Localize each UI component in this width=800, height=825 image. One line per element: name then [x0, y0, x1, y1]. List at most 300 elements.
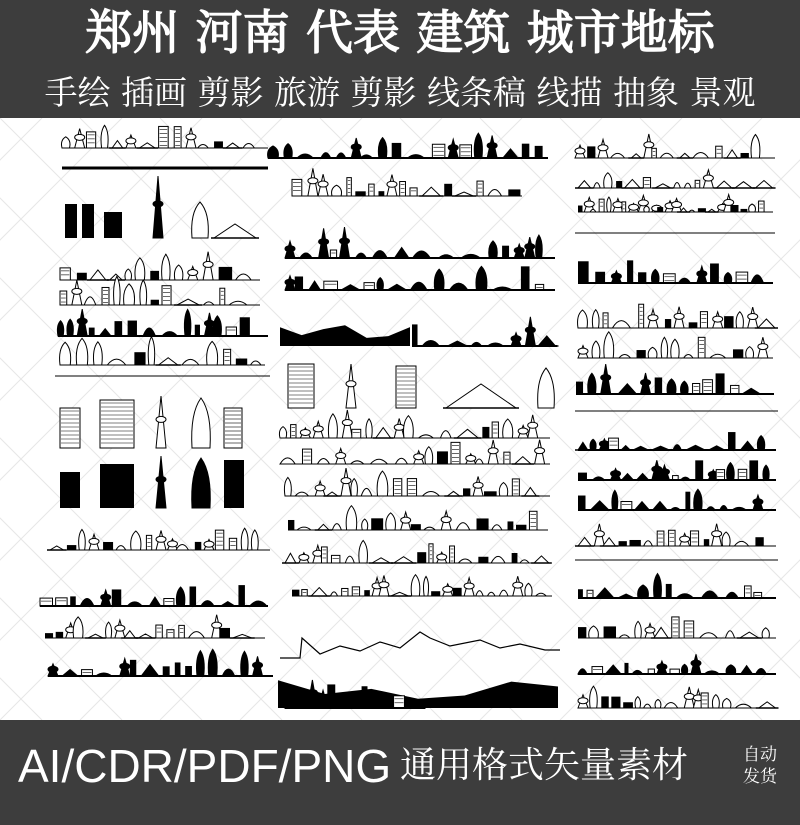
- building: [394, 696, 405, 708]
- tv-tower-pod: [697, 271, 707, 277]
- building: [482, 427, 489, 438]
- building: [163, 666, 170, 676]
- corn-tower: [79, 529, 86, 550]
- watermark-line: [0, 118, 42, 720]
- tent-roof: [578, 442, 588, 450]
- corn-tower: [124, 284, 135, 305]
- corn-tower: [207, 341, 218, 365]
- building: [578, 496, 585, 510]
- dome: [660, 153, 673, 158]
- tv-tower-pod: [318, 181, 328, 187]
- building: [352, 429, 361, 438]
- building: [77, 273, 87, 280]
- building: [104, 212, 122, 238]
- corn-tower: [359, 540, 368, 563]
- building: [463, 488, 470, 496]
- building: [190, 586, 197, 606]
- building: [684, 621, 693, 638]
- building: [578, 473, 587, 480]
- corn-tower: [588, 373, 596, 394]
- building: [224, 460, 244, 508]
- dome: [684, 183, 691, 188]
- dome: [751, 275, 764, 283]
- tv-tower-pod: [613, 202, 623, 208]
- dome: [330, 592, 337, 596]
- building: [100, 464, 134, 508]
- corn-tower: [434, 269, 444, 290]
- tent-roof: [538, 336, 555, 346]
- watermark-line: [240, 118, 800, 720]
- building: [60, 408, 80, 448]
- building: [587, 146, 595, 158]
- building: [342, 588, 348, 596]
- building: [603, 313, 608, 328]
- tv-tower-pod: [153, 201, 163, 207]
- building: [60, 472, 80, 508]
- corn-tower: [661, 337, 667, 358]
- dome: [476, 591, 483, 596]
- tv-tower-pod: [659, 469, 669, 475]
- building: [609, 438, 619, 450]
- dome: [372, 251, 387, 258]
- building: [733, 349, 743, 358]
- corn-tower: [722, 532, 730, 546]
- corn-tower: [378, 138, 386, 158]
- corn-tower: [377, 471, 388, 496]
- tent-roof: [735, 182, 752, 188]
- building: [185, 666, 192, 676]
- tv-tower-pod: [578, 348, 588, 354]
- dome: [395, 458, 407, 464]
- tv-tower-pod: [466, 455, 476, 461]
- building: [60, 268, 70, 280]
- corn-tower: [648, 347, 657, 358]
- dome: [280, 458, 295, 464]
- building: [695, 460, 703, 480]
- building: [639, 304, 644, 328]
- corn-tower: [489, 241, 497, 258]
- building: [417, 552, 426, 563]
- tv-tower-pod: [611, 273, 621, 279]
- dome: [143, 328, 155, 336]
- dome: [619, 354, 631, 358]
- building: [576, 382, 583, 394]
- tv-tower-pod: [72, 288, 82, 294]
- building: [364, 590, 370, 596]
- corn-tower: [763, 465, 769, 480]
- building: [637, 350, 646, 358]
- building: [392, 143, 402, 158]
- building: [657, 207, 663, 212]
- tent-roof: [422, 187, 440, 196]
- building: [351, 695, 357, 708]
- building: [164, 599, 174, 606]
- building: [516, 525, 526, 530]
- tv-tower-pod: [342, 420, 352, 426]
- building: [629, 540, 640, 546]
- building: [220, 288, 225, 305]
- dome: [644, 704, 652, 708]
- corn-tower: [284, 477, 291, 496]
- tv-tower-pod: [441, 517, 451, 523]
- building: [643, 178, 650, 188]
- building: [219, 628, 230, 638]
- corn-tower: [279, 427, 286, 438]
- building: [736, 272, 748, 283]
- hill-silhouette: [280, 325, 410, 346]
- building: [655, 377, 662, 394]
- dome: [702, 591, 719, 598]
- tent-roof: [578, 537, 591, 546]
- dome: [440, 431, 451, 438]
- building: [327, 684, 335, 708]
- tv-tower-pod: [308, 178, 318, 184]
- tv-tower-pod: [319, 239, 329, 245]
- building: [627, 260, 633, 283]
- tent-roof: [149, 597, 160, 606]
- building: [728, 432, 735, 450]
- tent-roof: [394, 247, 408, 258]
- tv-tower-pod: [598, 145, 608, 151]
- building: [238, 585, 244, 606]
- corn-tower: [635, 621, 642, 638]
- tv-tower-pod: [188, 270, 198, 276]
- corn-tower: [386, 513, 396, 530]
- building: [695, 180, 700, 188]
- tent-roof: [590, 501, 608, 510]
- building: [685, 492, 690, 510]
- corn-tower: [757, 436, 764, 450]
- corn-tower: [762, 628, 769, 638]
- building: [130, 660, 136, 676]
- tv-tower-pod: [307, 690, 317, 696]
- tent-roof: [740, 632, 759, 638]
- building: [330, 250, 336, 258]
- corn-tower: [125, 269, 132, 280]
- corn-tower: [724, 273, 731, 283]
- building: [378, 191, 384, 196]
- building: [623, 702, 633, 708]
- tv-tower-pod: [443, 586, 453, 592]
- building: [302, 449, 311, 464]
- corn-tower: [176, 587, 184, 606]
- building: [450, 546, 455, 563]
- building: [195, 325, 200, 336]
- tv-tower-pod: [203, 261, 213, 267]
- tent-roof: [625, 179, 641, 188]
- tv-tower-pod: [115, 625, 125, 631]
- building: [240, 317, 250, 336]
- building: [704, 539, 709, 546]
- tent-roof: [618, 384, 636, 394]
- tent-roof: [90, 270, 106, 280]
- building: [652, 148, 657, 158]
- corn-tower: [671, 339, 679, 358]
- tv-tower-pod: [300, 429, 310, 435]
- tv-tower-pod: [753, 499, 763, 505]
- building: [504, 452, 510, 464]
- tent-roof: [309, 281, 321, 290]
- building: [666, 584, 672, 598]
- tv-tower-pod: [101, 594, 111, 600]
- building: [331, 555, 339, 563]
- building: [741, 153, 749, 158]
- dome: [413, 251, 431, 258]
- tv-tower-pod: [212, 622, 222, 628]
- building: [179, 625, 185, 638]
- dome: [176, 545, 188, 550]
- corn-tower: [651, 269, 659, 283]
- dome: [693, 153, 709, 158]
- building: [411, 524, 421, 530]
- building: [321, 547, 327, 563]
- building: [352, 587, 359, 596]
- building: [175, 662, 181, 676]
- dome: [710, 354, 726, 358]
- corn-tower: [411, 575, 420, 596]
- building: [701, 693, 708, 708]
- building: [745, 586, 752, 598]
- tv-tower-pod: [285, 246, 295, 252]
- building: [355, 191, 365, 196]
- building: [40, 598, 52, 606]
- watermark-line: [0, 118, 42, 720]
- tv-tower-pod: [525, 327, 535, 333]
- building: [226, 327, 236, 336]
- dome: [236, 274, 252, 280]
- corn-tower: [192, 202, 209, 238]
- building: [478, 557, 488, 563]
- building: [522, 144, 529, 158]
- tv-tower-pod: [48, 666, 58, 672]
- dome: [456, 523, 470, 530]
- building: [592, 667, 603, 674]
- building: [369, 184, 374, 196]
- vector-tagline: 通用格式矢量素材: [400, 745, 689, 786]
- building: [730, 205, 738, 212]
- dome: [594, 183, 601, 188]
- building: [477, 518, 489, 530]
- building: [624, 663, 628, 674]
- corn-tower: [241, 528, 248, 550]
- building: [295, 276, 303, 290]
- dome: [222, 669, 234, 676]
- tv-tower-pod: [318, 695, 328, 701]
- tent-roof: [534, 556, 549, 563]
- tv-tower-pod: [748, 314, 758, 320]
- tv-tower-pod: [253, 662, 263, 668]
- building: [616, 181, 622, 188]
- tv-tower-pod: [346, 381, 356, 387]
- tent-roof: [653, 501, 668, 510]
- dome: [612, 321, 630, 328]
- tent-roof: [740, 441, 754, 450]
- tent-roof: [376, 428, 391, 438]
- tv-tower-pod: [684, 693, 694, 699]
- corn-tower: [61, 137, 70, 148]
- tent-roof: [654, 627, 668, 638]
- tv-tower-pod: [401, 517, 411, 523]
- building: [484, 491, 497, 496]
- building: [710, 263, 719, 283]
- corn-tower: [592, 310, 599, 328]
- tv-tower-pod: [336, 453, 346, 459]
- corn-tower: [76, 338, 87, 365]
- dome: [475, 459, 483, 464]
- tv-tower-pod: [638, 200, 648, 206]
- dome: [488, 189, 502, 196]
- tv-tower-pod: [528, 422, 538, 428]
- dome: [422, 492, 439, 496]
- building: [431, 591, 440, 596]
- tv-tower-pod: [414, 454, 424, 460]
- tv-tower-pod: [578, 698, 588, 704]
- tent-roof: [605, 665, 621, 674]
- tv-tower-pod: [75, 134, 85, 140]
- building: [236, 359, 247, 365]
- corn-tower: [213, 316, 221, 336]
- corn-tower: [638, 585, 649, 598]
- file-formats: AI/CDR/PDF/PNG: [18, 740, 392, 792]
- corn-tower: [590, 439, 596, 450]
- tv-tower-pod: [186, 134, 196, 140]
- building: [134, 352, 145, 365]
- corn-tower: [332, 185, 342, 196]
- building: [146, 535, 151, 550]
- building: [578, 261, 589, 283]
- corn-tower: [655, 699, 661, 708]
- building: [621, 502, 632, 510]
- corn-tower: [351, 479, 358, 496]
- tv-tower-pod: [511, 336, 521, 342]
- building: [86, 132, 95, 148]
- tv-tower-pod: [379, 582, 389, 588]
- tv-tower-pod: [156, 476, 166, 482]
- tv-tower-pod: [120, 663, 130, 669]
- dome: [458, 559, 471, 563]
- building: [103, 542, 113, 550]
- tv-tower-pod: [674, 313, 684, 319]
- building: [698, 208, 706, 212]
- building: [724, 316, 733, 328]
- skyline-illustrations: [0, 118, 800, 720]
- building: [508, 189, 520, 196]
- corn-tower: [592, 341, 600, 358]
- building: [657, 531, 664, 546]
- corn-tower: [726, 665, 736, 674]
- tv-tower-pod: [599, 441, 609, 447]
- tent-roof: [635, 502, 650, 510]
- corn-tower: [604, 332, 614, 358]
- corn-tower: [346, 506, 357, 530]
- corn-tower: [101, 125, 108, 148]
- tv-tower-pod: [77, 318, 87, 324]
- corn-tower: [538, 368, 555, 408]
- tv-tower-pod: [712, 531, 722, 537]
- building: [219, 267, 232, 280]
- dome: [182, 359, 199, 365]
- tv-tower-pod: [126, 138, 136, 144]
- banner-title: 郑州 河南 代表 建筑 城市地标: [85, 6, 715, 61]
- building: [114, 321, 122, 336]
- building: [410, 188, 417, 196]
- dome: [492, 525, 502, 530]
- building: [56, 632, 63, 638]
- building: [396, 366, 416, 408]
- tv-tower-pod: [680, 536, 690, 542]
- tent-roof: [446, 384, 516, 408]
- tv-tower-pod: [657, 664, 667, 670]
- corn-tower: [681, 381, 689, 394]
- building: [45, 633, 53, 638]
- building: [749, 460, 758, 480]
- corn-tower: [751, 134, 760, 158]
- skyline-gallery: [0, 118, 800, 720]
- building: [731, 385, 739, 394]
- tv-tower-pod: [351, 144, 361, 150]
- tent-roof: [603, 538, 616, 546]
- building: [738, 469, 747, 480]
- tv-tower-pod: [487, 143, 497, 149]
- corn-tower: [749, 204, 756, 212]
- corn-tower: [612, 490, 618, 510]
- tv-tower-pod: [285, 279, 295, 285]
- tv-tower-pod: [691, 660, 701, 666]
- dome: [700, 633, 718, 638]
- building: [755, 537, 763, 546]
- corn-tower: [174, 265, 182, 280]
- building: [150, 271, 159, 280]
- tent-roof: [141, 664, 159, 676]
- tv-tower-pod: [644, 142, 654, 148]
- building: [716, 373, 725, 394]
- dome: [361, 488, 372, 496]
- dome: [229, 301, 247, 305]
- tent-roof: [758, 319, 775, 328]
- corn-tower: [578, 310, 588, 328]
- tv-tower-pod: [156, 536, 166, 542]
- building: [89, 328, 95, 336]
- tv-tower-pod: [525, 244, 535, 250]
- tent-roof: [112, 141, 123, 148]
- building: [128, 321, 137, 336]
- building: [214, 141, 223, 148]
- tv-tower-pod: [672, 202, 682, 208]
- dome: [345, 556, 354, 563]
- dome: [189, 632, 205, 638]
- corn-tower: [604, 173, 612, 188]
- building: [508, 521, 514, 530]
- tent-roof: [515, 457, 531, 464]
- tv-tower-pod: [514, 247, 524, 253]
- tv-tower-pod: [437, 554, 447, 560]
- corn-tower: [73, 617, 83, 638]
- building: [229, 538, 236, 550]
- tv-tower-pod: [601, 375, 611, 381]
- building: [663, 274, 675, 283]
- building: [292, 179, 302, 196]
- corn-tower: [93, 342, 102, 365]
- tv-tower-pod: [535, 448, 545, 454]
- tv-tower-pod: [341, 697, 351, 703]
- tv-tower-pod: [611, 471, 621, 477]
- corn-tower: [377, 278, 383, 290]
- dome: [370, 459, 387, 464]
- corn-tower: [644, 206, 649, 212]
- corn-tower: [712, 695, 719, 708]
- corn-tower: [148, 337, 154, 365]
- building: [578, 627, 586, 638]
